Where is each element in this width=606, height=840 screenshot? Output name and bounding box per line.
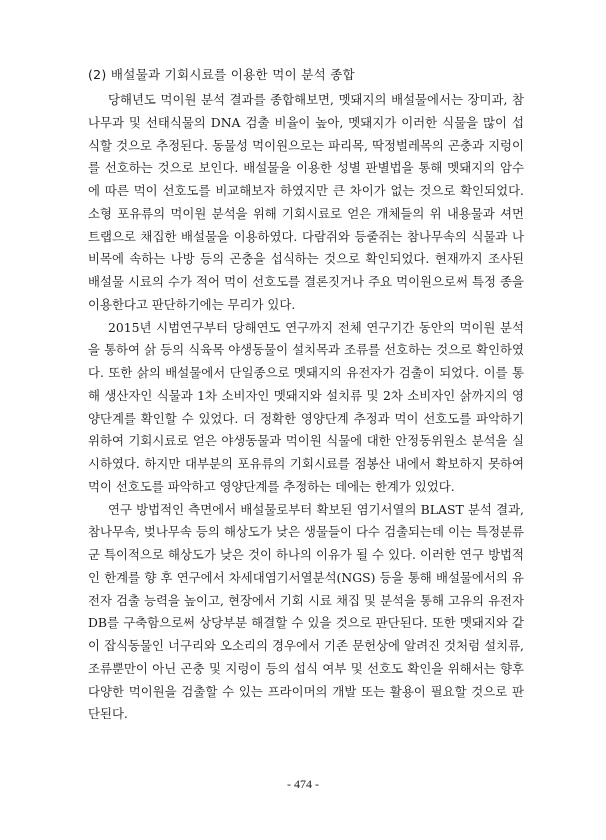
page-number: - 474 - — [287, 777, 319, 791]
section-heading: (2) 배설물과 기회시료를 이용한 먹이 분석 종합 — [88, 67, 355, 82]
paragraph-3: 연구 방법적인 측면에서 배설물로부터 확보된 염기서열의 BLAST 분석 결과, 참나무속, 벚나무속 등의 해상도가 낮은 생물들이 다수 검출되는데 이는 특정분류군 특이적으로 해상도가 낮은 것이 하나의 이유가 될 수 있다. 이러한 연구 방법적인 한계를 향 후 연구에서 차세대염기서열분석(NGS) 등을 통해 배설물에서의 유전자 검출 능력을 높이고, 현장에서 기회 시료 채집 및 분석을 통해 고유의 유전자 DB를 구축함으로써 상당부분 해결할 수 있을 것으로 판단된다. 또한 멧돼지와 같이 잡식동물인 너구리와 오소리의 경우에서 기존 문헌상에 알려진 것처럼 설치류, 조류뿐만이 아닌 곤충 및 지렁이 등의 섭식 여부 및 선호도 확인을 위해서는 향후 다양한 먹이원을 검출할 수 있는 프라이머의 개발 또는 활용이 필요할 것으로 판단된다. — [88, 501, 524, 722]
paragraph-2: 2015년 시범연구부터 당해연도 연구까지 전체 연구기간 동안의 먹이원 분석을 통하여 삵 등의 식육목 야생동물이 설치목과 조류를 선호하는 것으로 확인하였다. 또한 삵의 배설물에서 단일종으로 멧돼지의 유전자가 검출이 되었다. 이를 통해 생산자인 식물과 1차 소비자인 멧돼지와 설치류 및 2차 소비자인 삵까지의 영양단계를 확인할 수 있었다. 더 정확한 영양단계 추정과 먹이 선호도를 파악하기 위하여 기회시료로 얻은 야생동물과 먹이원 식물에 대한 안정동위원소 분석을 실시하였다. 하지만 대부분의 포유류의 기회시료를 점봉산 내에서 확보하지 못하여 먹이 선호도를 파악하고 영양단계를 추정하는 데에는 한계가 있었다. — [88, 319, 524, 494]
paragraph-1: 당해년도 먹이원 분석 결과를 종합해보면, 멧돼지의 배설물에서는 장미과, 참나무과 및 선태식물의 DNA 검출 비율이 높아, 멧돼지가 이러한 식물을 많이 섭식할 것으로 추정된다. 동물성 먹이원으로는 파리목, 딱정벌레목의 곤충과 지렁이를 선호하는 것으로 보인다. 배설물을 이용한 성별 판별법을 통해 멧돼지의 암수에 따른 먹이 선호도를 비교해보자 하였지만 큰 차이가 없는 것으로 확인되었다. 소형 포유류의 먹이원 분석을 위해 기회시료로 얻은 개체들의 위 내용물과 셔먼 트랩으로 채집한 배설물을 이용하였다. 다람쥐와 등줄쥐는 참나무속의 식물과 나비목에 속하는 나방 등의 곤충을 섭식하는 것으로 확인되었다. 현재까지 조사된 배설물 시료의 수가 적어 먹이 선호도를 결론짓거나 주요 먹이원으로써 특정 종을 이용한다고 판단하기에는 무리가 있다. — [88, 92, 524, 312]
page-body — [88, 66, 524, 726]
